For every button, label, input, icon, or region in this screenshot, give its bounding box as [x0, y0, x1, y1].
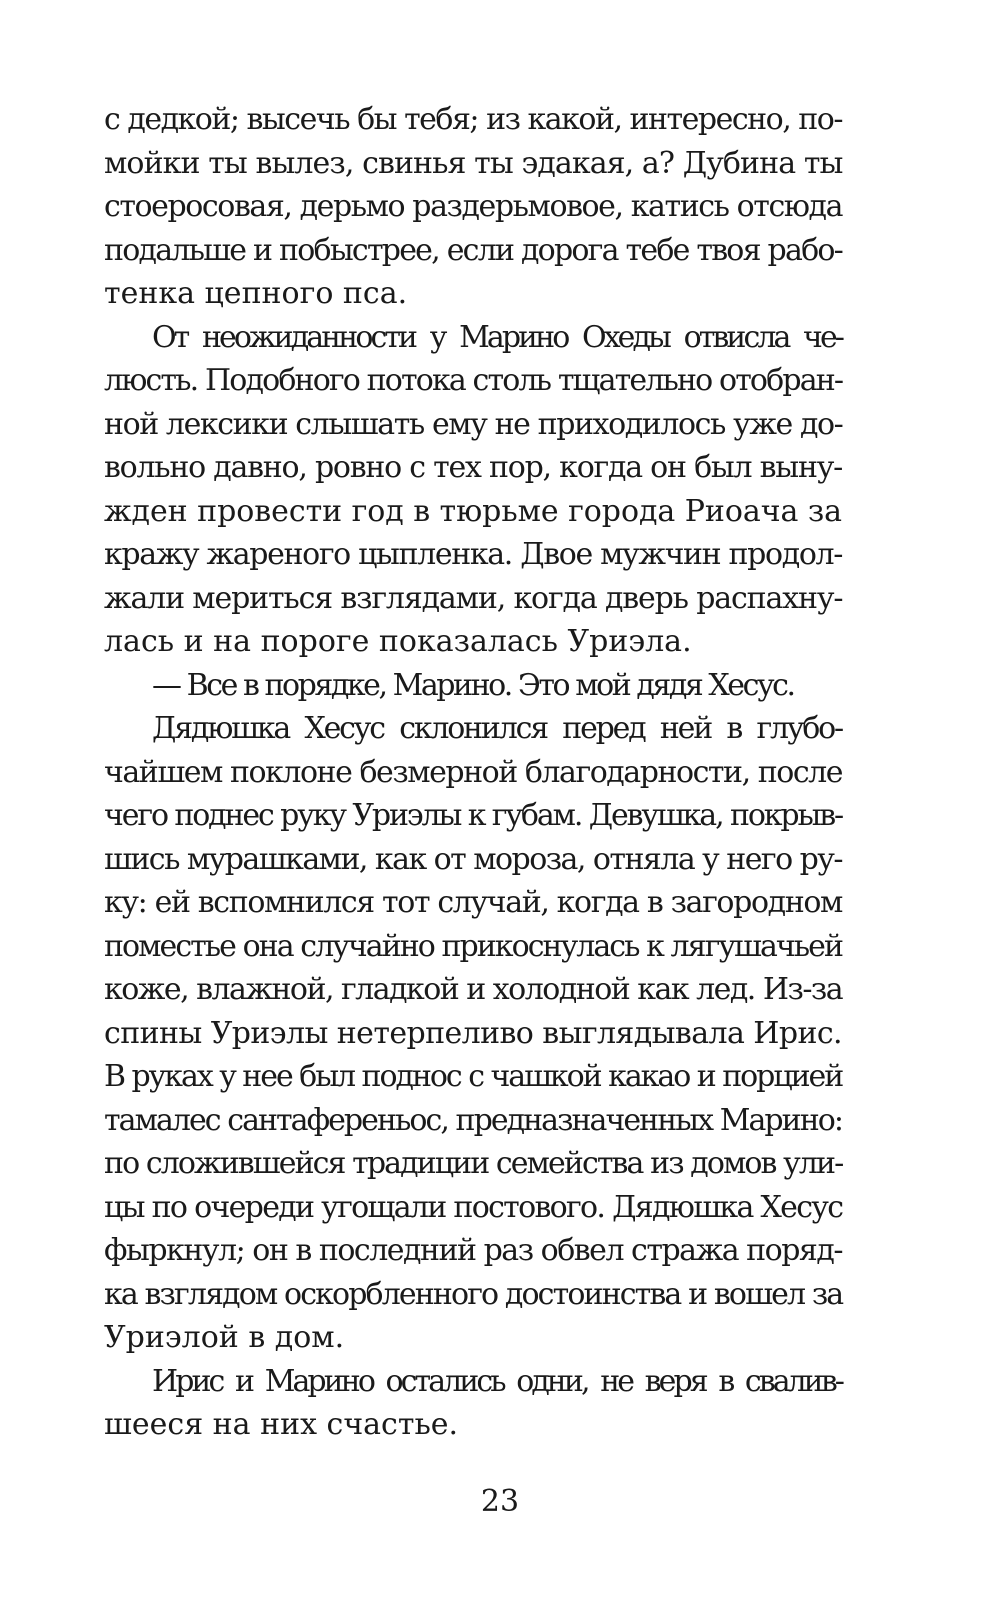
paragraph: [104, 98, 842, 316]
text-line: жден провести год в тюрьме города Риоача за: [104, 493, 842, 529]
body-text: [104, 98, 842, 1447]
text-line: стоеросовая, дерьмо раздерьмовое, катись отсюда: [104, 189, 843, 224]
text-line: Уриэлой в дом.: [104, 1320, 345, 1355]
text-line: — Все в порядке, Марино. Это мой дядя Хесус.: [152, 667, 794, 703]
text-line: тенка цепного пса.: [104, 276, 408, 311]
text-line: ной лексики слышать ему не приходилось уже до-: [104, 406, 843, 442]
text-line: спины Уриэлы нетерпеливо выглядывала Ирис.: [104, 1015, 842, 1051]
text-line: Ирис и Марино остались одни, не веря в свалив-: [152, 1363, 842, 1399]
text-line: чего поднес руку Уриэлы к губам. Девушка, покрыв-: [104, 798, 842, 833]
text-line: От неожиданности у Марино Охеды отвисла че-: [152, 319, 842, 355]
text-line: лась и на пороге показалась Уриэла.: [104, 624, 692, 659]
text-line: фыркнул; он в последний раз обвел стража поряд-: [104, 1233, 842, 1268]
text-line: В руках у нее был поднос с чашкой какао и порцией: [104, 1059, 843, 1094]
text-line: цы по очереди угощали постового. Дядюшка Хесус: [104, 1189, 843, 1225]
text-line: ка взглядом оскорбленного достоинства и вошел за: [104, 1276, 843, 1312]
text-line: вольно давно, ровно с тех пор, когда он был выну-: [104, 450, 842, 485]
text-line: люсть. Подобного потока столь тщательно отобран-: [104, 363, 843, 398]
text-line: коже, влажной, гладкой и холодной как лед. Из-за: [104, 972, 843, 1007]
paragraph: [104, 316, 842, 664]
dialogue-paragraph: [104, 664, 842, 708]
text-line: Дядюшка Хесус склонился перед ней в глубо-: [152, 711, 842, 746]
text-line: ку: ей вспомнился тот случай, когда в загородном: [104, 885, 842, 920]
text-line: чайшем поклоне безмерной благодарности, после: [104, 754, 843, 790]
page-number: 23: [480, 1484, 520, 1519]
text-line: шись мурашками, как от мороза, отняла у него ру-: [104, 841, 842, 877]
text-line: кражу жареного цыпленка. Двое мужчин продол-: [104, 537, 842, 572]
text-line: жали мериться взглядами, когда дверь распахну-: [104, 580, 843, 616]
text-line: поместье она случайно прикоснулась к лягушачьей: [104, 928, 842, 964]
text-line: мойки ты вылез, свинья ты эдакая, а? Дубина ты: [104, 145, 843, 181]
text-line: шееся на них счастье.: [104, 1407, 459, 1442]
paragraph: [104, 1360, 842, 1447]
text-line: подальше и побыстрее, если дорога тебе твоя рабо-: [104, 232, 842, 268]
text-line: с дедкой; высечь бы тебя; из какой, интересно, по-: [104, 102, 842, 137]
text-line: по сложившейся традиции семейства из домов ули-: [104, 1146, 843, 1181]
text-line: тамалес сантаференьос, предназначенных Марино:: [104, 1102, 842, 1138]
paragraph: [104, 707, 842, 1360]
